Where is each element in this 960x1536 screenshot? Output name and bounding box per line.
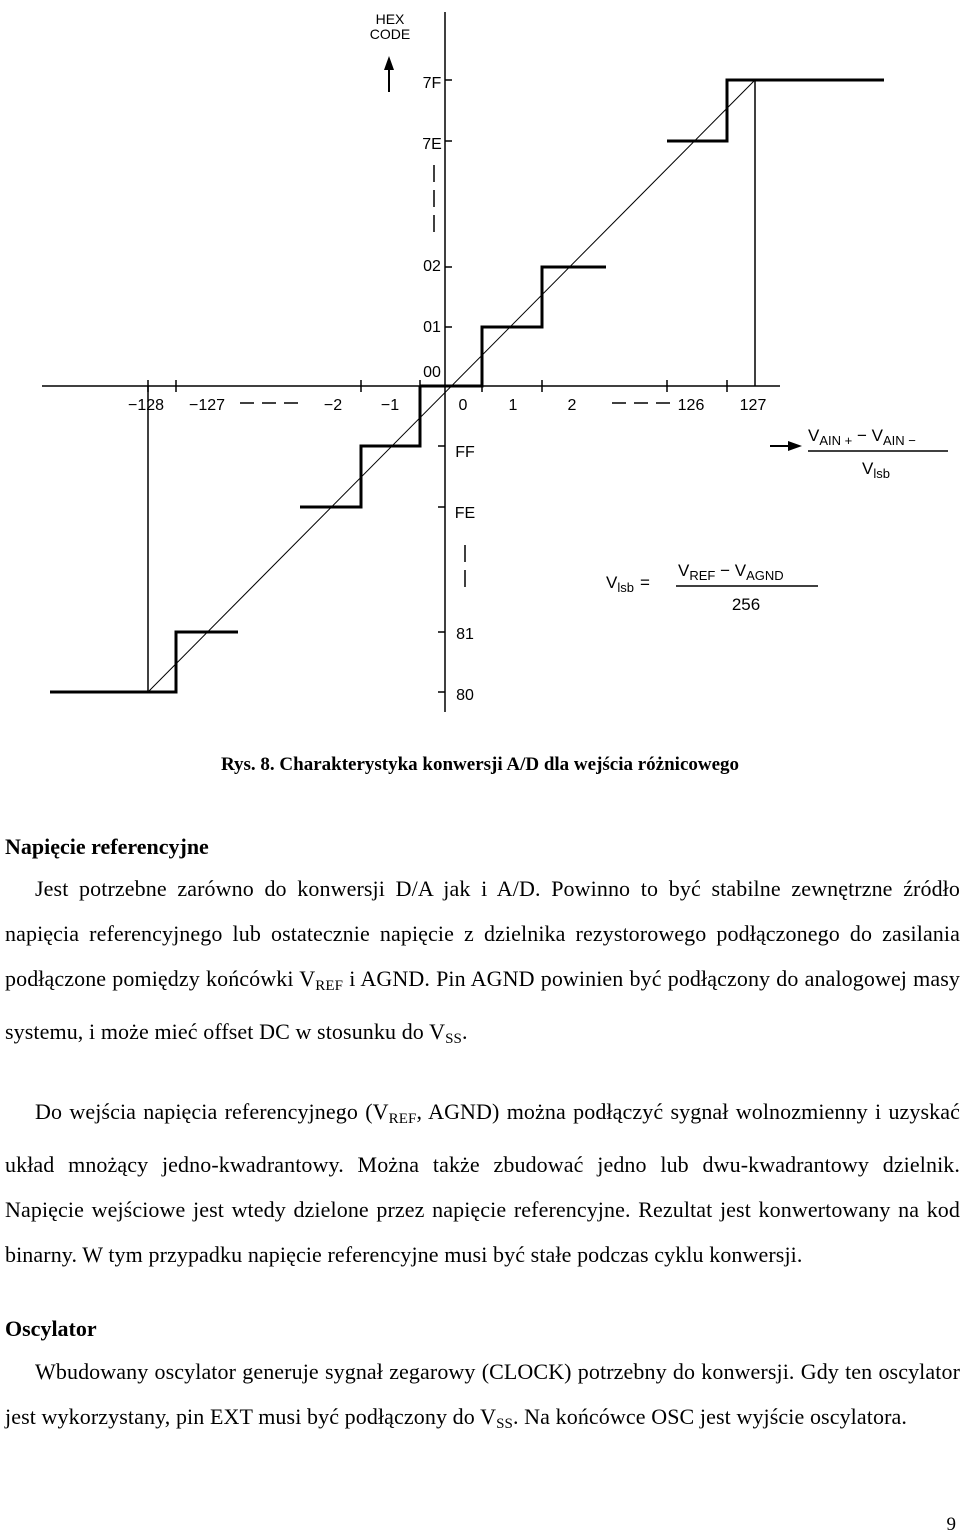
y-tick-label: 80 — [456, 687, 474, 704]
staircase-upper-end — [667, 80, 884, 141]
y-tick-label: 81 — [456, 626, 474, 643]
y-tick-label: 00 — [423, 364, 441, 381]
page-number: 9 — [946, 1514, 956, 1535]
figure-caption: Rys. 8. Charakterystyka konwersji A/D dla wejścia różnicowego — [220, 754, 740, 775]
x-tick-label: 2 — [567, 397, 577, 414]
y-tick-label: FE — [454, 505, 476, 522]
formula-lhs: $V_{lsb}$ = — [606, 573, 650, 595]
ad-conversion-characteristic-figure — [0, 0, 960, 730]
x-tick-label: −127 — [188, 397, 226, 414]
x-tick-label: 0 — [458, 397, 468, 414]
x-axis-label-numerator: $V_{AIN +} - V_{AIN -}$ — [808, 426, 916, 448]
x-tick-label: 126 — [677, 397, 705, 414]
x-axis-arrow-head — [788, 441, 802, 451]
formula-numerator: $V_{REF} - V_{AGND}$ — [678, 561, 784, 583]
y-tick-label: 01 — [423, 319, 441, 336]
x-tick-label: −1 — [380, 397, 400, 414]
staircase-lower — [300, 386, 420, 507]
y-tick-label: 02 — [423, 258, 441, 275]
paragraph-reference-voltage-2: Do wejścia napięcia referencyjnego ($V_{REF}$, AGND) można podłączyć sygnał wolnozmienny i uzyskać układ mnożący jedno-kwadrantowy. Można także zbudować jedno lub dwu-kwadrantowy dzielnik. Napięcie wejściowe jest wtedy dzielone przez napięcie referencyjne. Rezultat jest konwertowany na kod binarny. W tym przypadku napięcie referencyjne musi być stałe podczas cyklu konwersji. — [5, 1099, 960, 1267]
y-axis-title-line2: CODE — [369, 26, 411, 42]
section-heading-reference-voltage: Napięcie referencyjne — [5, 834, 209, 859]
section-heading-oscillator: Oscylator — [5, 1316, 97, 1341]
formula-denominator: 256 — [731, 595, 761, 614]
x-tick-label: 1 — [508, 397, 518, 414]
x-tick-label: −2 — [323, 397, 343, 414]
y-axis-title-line1: HEX — [375, 11, 405, 27]
y-tick-label: 7F — [422, 75, 442, 92]
paragraph-reference-voltage-1: Jest potrzebne zarówno do konwersji D/A jak i A/D. Powinno to być stabilne zewnętrzne źródło napięcia referencyjnego lub ostatecznie napięcie z dzielnika rezystorowego podłączonego do zasilania podłączone pomiędzy końcówki $V_{REF}$ i AGND. Pin AGND powinien być podłączony do analogowej masy systemu, i może mieć offset DC w stosunku do $V_{SS}$. — [5, 876, 960, 1047]
paragraph-oscillator: Wbudowany oscylator generuje sygnał zegarowy (CLOCK) potrzebny do konwersji. Gdy ten oscylator jest wykorzystany, pin EXT musi być podłączony do $V_{SS}$. Na końcówce OSC jest wyjście oscylatora. — [5, 1359, 960, 1432]
x-axis-label-denominator: $V_{lsb}$ — [862, 459, 890, 481]
x-tick-label: −128 — [127, 397, 165, 414]
x-tick-label: 127 — [739, 397, 767, 414]
y-tick-label: FF — [455, 444, 475, 461]
y-tick-label: 7E — [422, 136, 442, 153]
staircase-lower-start — [50, 632, 238, 692]
y-axis-arrow-head — [384, 56, 394, 70]
